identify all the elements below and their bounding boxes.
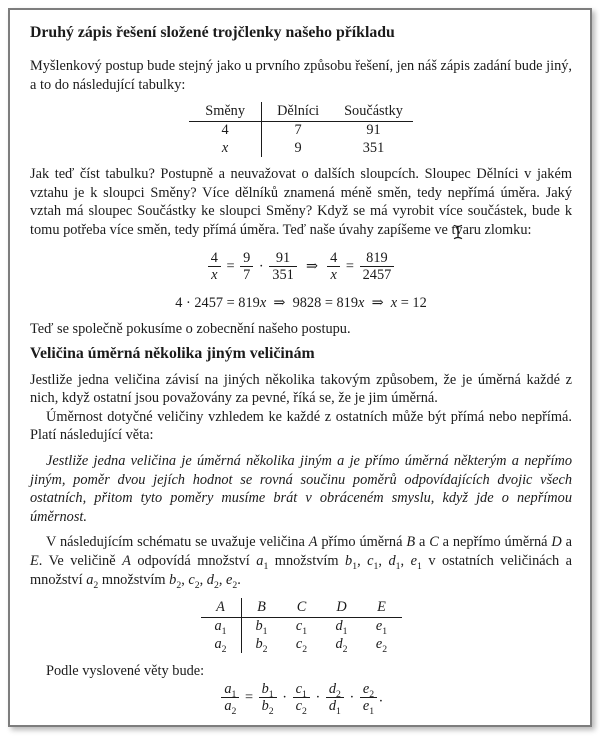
table-header-row (189, 102, 413, 122)
table-cell: 351 (362, 139, 385, 156)
column-header-smeny: Směny (189, 102, 262, 122)
table-cell: 9 (294, 139, 302, 156)
para-generalize: Teď se společně pokusíme o zobecnění našeho postupu. (30, 321, 351, 338)
fraction: $\frac{a_1}{a_2}$ (221, 681, 239, 716)
fraction: $\frac{c_1}{c_2}$ (293, 681, 310, 716)
theorem-text: Jestliže jedna veličina je úměrná několika jiným a je přímo úměrná některým a nepřímo jiným, poměr dvou jejích hodnot se rovná součinu poměrů odpovídajících dvojic všech ostatních, přitom tyto poměry musíme brát v obráceném smyslu, když jde o nepřímou úměrnost. (30, 453, 572, 525)
para-table-reading: Jak teď číst tabulku? Postupně a neuvažovat o dalších sloupcích. Sloupec Dělníci v jakém vztahu je k sloupci Směny? Více dělníků znamená méně směn, tedy nepřímá úměra. Jaký vztah má sloupec Součástky ke sloupci Směny? Když se má vyrobit více součástek, bude k tomu potřeba více směn, tedy přímá úměra. Teď naše úvahy zapíšeme ve tvaru zlomku: (30, 166, 572, 238)
formula-fraction-equation: $\frac{4}{x}$ = $\frac{9}{7}$ · $\frac{91}{351}$ ⇒ $\frac{4}{x}$ = $\frac{819}{2457}$ (30, 250, 572, 285)
table-cell: $d_2$ (335, 635, 348, 655)
table-cell: $c_2$ (295, 635, 308, 655)
section-heading-proportional-quantity: Veličina úměrná několika jiným veličinám (30, 344, 315, 362)
table-cell: $a_1$ (201, 618, 242, 636)
fraction: $\frac{819}{2457}$ (360, 250, 395, 285)
table-row (189, 140, 413, 158)
fraction: $\frac{e_2}{e_1}$ (360, 681, 377, 716)
table-cell: $e_2$ (375, 635, 388, 655)
table-header-row (201, 598, 402, 618)
table-cell: 91 (366, 122, 381, 139)
table-cell: $e_1$ (375, 618, 388, 638)
table-cell: x (189, 140, 262, 158)
table-row (201, 618, 402, 636)
table-row (201, 636, 402, 654)
column-header-soucastky: Součástky (334, 102, 413, 122)
column-header-b: B (241, 598, 282, 618)
ibeam-icon (452, 224, 464, 240)
column-header-d: D (322, 598, 362, 618)
fraction: $\frac{9}{7}$ (240, 250, 253, 285)
fraction: $\frac{4}{x}$ (327, 250, 340, 285)
table-cell: $a_2$ (201, 636, 242, 654)
column-header-c: C (282, 598, 322, 618)
column-header-e: E (362, 598, 402, 618)
table-cell: $b_1$ (255, 618, 268, 638)
column-header-a: A (201, 598, 242, 618)
ibeam-text-cursor (452, 224, 464, 240)
formula-solving-x: 4 · 2457 = 819x ⇒ 9828 = 819x ⇒ x = 12 (175, 295, 427, 312)
shifts-workers-parts-table (189, 102, 413, 157)
table-cell: $c_1$ (295, 618, 308, 638)
fraction: $\frac{d_2}{d_1}$ (326, 681, 344, 716)
para-according-theorem: Podle vyslovené věty bude: (46, 663, 205, 680)
document-page (8, 8, 592, 727)
table-cell: $d_1$ (335, 618, 348, 638)
table-cell: 7 (294, 122, 302, 139)
table-cell: 4 (189, 122, 262, 140)
fraction: $\frac{4}{x}$ (208, 250, 221, 285)
table-cell: $b_2$ (255, 635, 268, 655)
para-definition: Jestliže jedna veličina závisí na jiných několika takovým způsobem, že je úměrná každé z nich, když ostatní jsou považovány za pevné, říká se, že je jim úměrná. (30, 371, 572, 407)
para-scheme-description: V následujícím schématu se uvažuje veličina A přímo úměrná B a C a nepřímo úměrná D a E. Ve veličině A odpovídá množství $a_1$ množstvím $b_1$, $c_1$, $d_1$, $e_1$ v ostatních veličinách a množství $a_2$ množstvím $b_2$, $c_2$, $d_2$, $e_2$. (30, 534, 573, 591)
fraction: $\frac{b_1}{b_2}$ (259, 681, 277, 716)
para-intro: Myšlenkový postup bude stejný jako u prvního způsobu řešení, jen náš zápis zadání bude jiný, a to do následující tabulky: (30, 58, 572, 93)
quantities-scheme-table (201, 598, 402, 653)
table-row (189, 122, 413, 140)
column-header-delnici: Dělníci (262, 102, 335, 122)
section-heading-second-notation: Druhý zápis řešení složené trojčlenky našeho příkladu (30, 24, 395, 41)
formula-general-rule: $\frac{a_1}{a_2}$ = $\frac{b_1}{b_2}$ · $\frac{c_1}{c_2}$ · $\frac{d_2}{d_1}$ · $\frac{e_2}{e_1}$ . (30, 681, 572, 716)
para-direct-inverse: Úměrnost dotyčné veličiny vzhledem ke každé z ostatních může být přímá nebo nepřímá. Platí následující věta: (30, 408, 572, 444)
fraction: $\frac{91}{351}$ (269, 250, 297, 285)
